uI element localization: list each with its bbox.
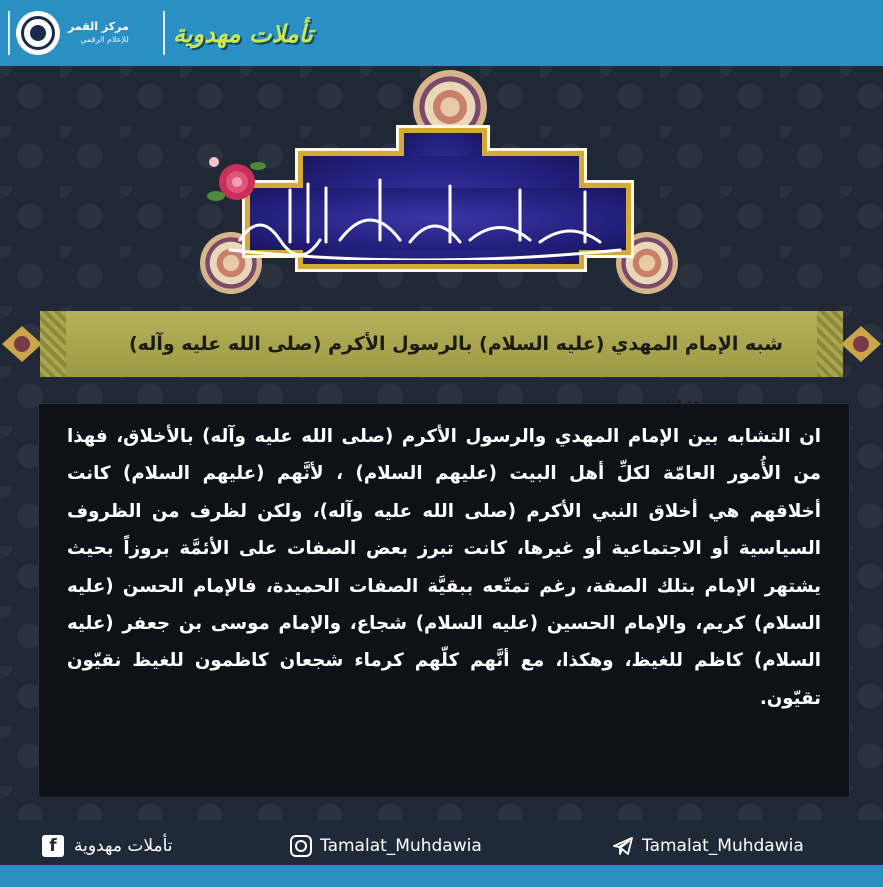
instagram-icon <box>290 835 312 857</box>
page-title: شبه الإمام المهدي (عليه السلام) بالرسول الأكرم (صلى الله عليه وآله) <box>128 333 783 355</box>
center-name <box>68 20 129 46</box>
text-panel <box>38 403 850 798</box>
ornament-right-icon <box>841 322 881 366</box>
brand-title: تأملات مهدوية <box>173 18 313 48</box>
telegram-icon <box>612 835 634 857</box>
brand-logo <box>163 8 313 58</box>
facebook-link[interactable] <box>42 826 173 866</box>
instagram-label: Tamalat_Muhdawia <box>320 836 482 856</box>
body-text: ان التشابه بين الإمام المهدي والرسول الأكرم (صلى الله عليه وآله) بالأخلاق، فهذا من الأُمور العامّة لكلِّ أهل البيت (عليهم السلام) ، لأنَّهم (عليهم السلام) كانت أخلاقهم هي أخلاق النبي الأكرم (صلى الله عليه وآله)، ولكن لظرف من الظروف السياسية أو الاجتماعية أو غيرها، كانت تبرز بعض الصفات على الأئمَّة بروزاً بحيث يشتهر الإمام بتلك الصفة، رغم تمتّعه ببقيَّة الصفات الحميدة، فالإمام الحسن (عليه السلام) كريم، والإمام الحسين (عليه السلام) شجاع، والإمام موسى بن جعفر (عليه السلام) كاظم للغيظ، وهكذا، مع أنَّهم كلّهم كرماء شجعان كاظمون للغيظ نقيّون تقيّون. <box>67 426 821 709</box>
telegram-link[interactable] <box>612 826 804 866</box>
title-band <box>40 311 843 377</box>
footer-stripe <box>0 865 883 887</box>
divider <box>8 11 10 55</box>
instagram-link[interactable] <box>290 826 482 866</box>
telegram-label: Tamalat_Muhdawia <box>642 836 804 856</box>
calligraphy-art <box>220 170 640 260</box>
facebook-label: تأملات مهدوية <box>74 836 173 856</box>
center-name-line1: مركز القمر <box>68 20 129 33</box>
divider <box>163 11 165 55</box>
facebook-icon: f <box>42 835 64 857</box>
ornament-left-icon <box>2 322 42 366</box>
center-name-line2: للإعلام الرقمي <box>80 35 129 44</box>
top-bar <box>0 0 883 66</box>
seal-logo-icon <box>16 11 60 55</box>
flower-icon <box>206 152 268 210</box>
center-logo <box>8 8 129 58</box>
